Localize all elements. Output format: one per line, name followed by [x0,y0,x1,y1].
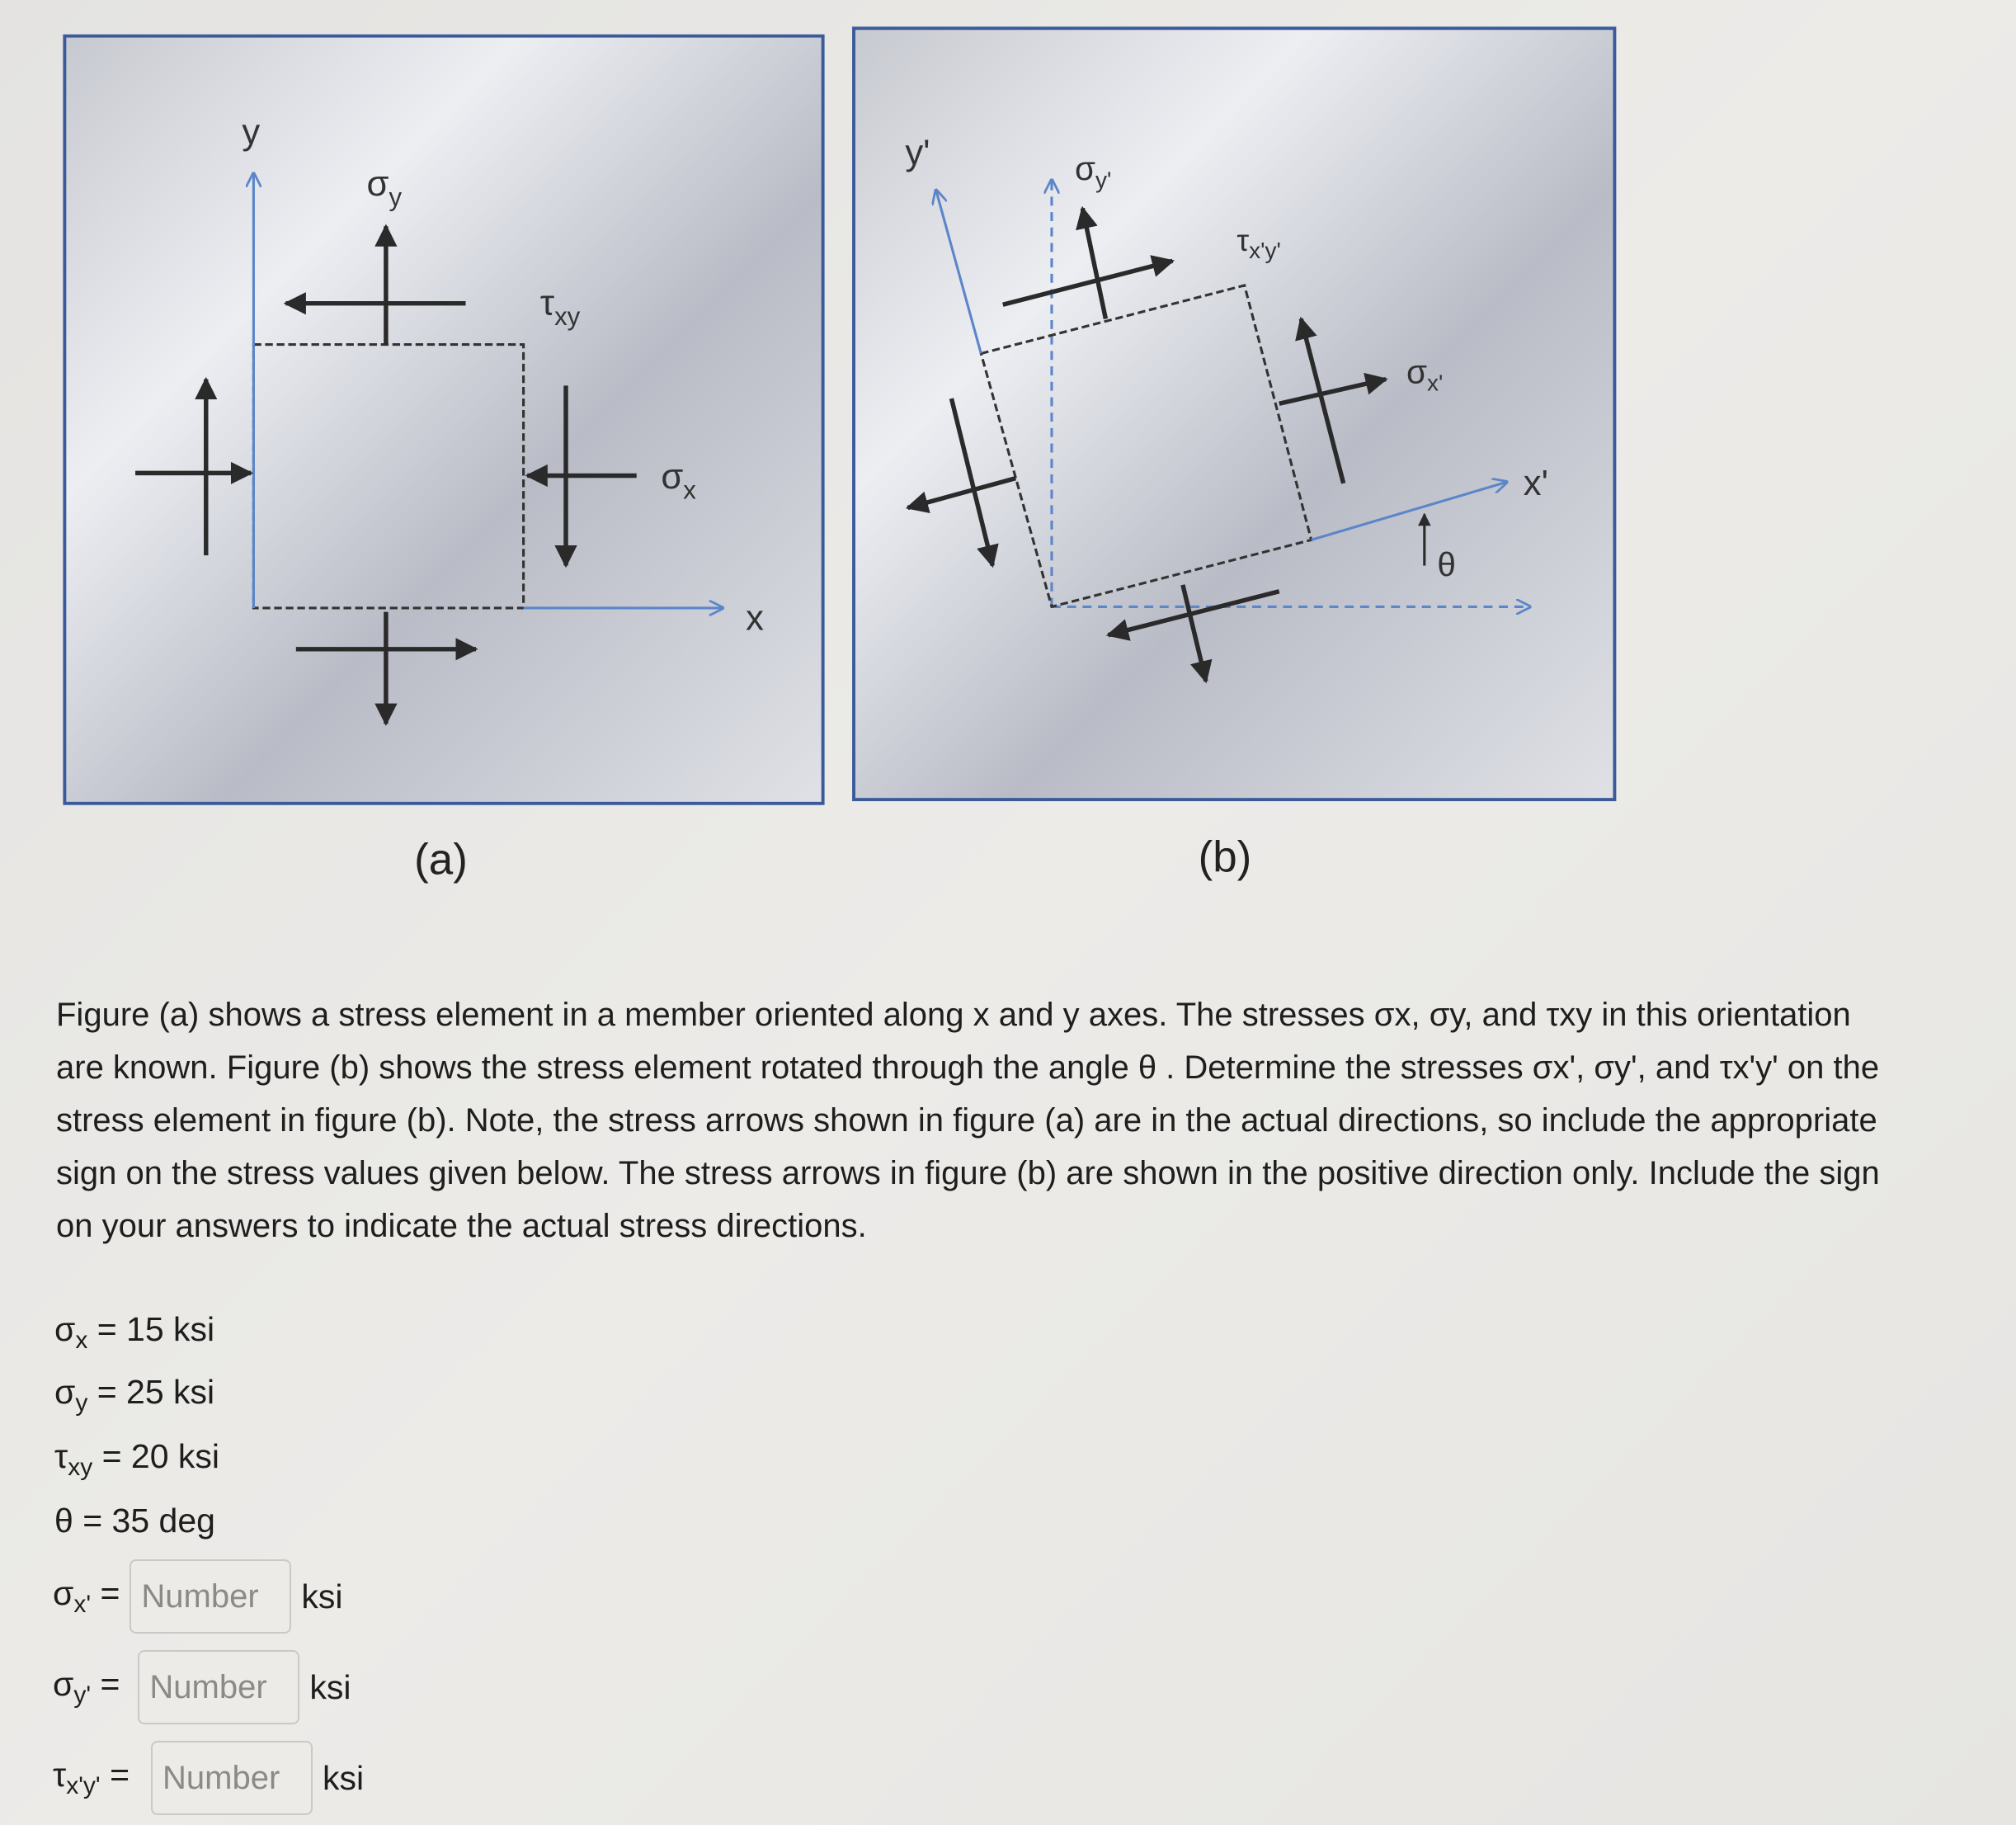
sigma-x-label: $\sigma_x$ [661,457,696,505]
y-axis-label: y [242,112,261,153]
figure-b [854,28,1614,881]
unit-label: ksi [301,1577,343,1615]
x-axis-label: x [746,598,764,639]
tau-xy-label: $\tau_{xy}$ [539,283,581,332]
given-sigma-x: $\sigma_x = 15$ ksi [54,1310,215,1355]
answer-label: $\tau_{x'y'}$ = [53,1755,130,1800]
figure-b-caption: (b) [1198,832,1252,882]
problem-statement: Figure (a) shows a stress element in a member oriented along x and y axes. The stresses σx, σy, and τxy in this orientation are known. Figure (b) shows the stress element rotated through the angle θ . Determine the stresses σx', σy', and τx'y' on the stress element in figure (b). Note, the stress arrows shown in figure (a) are in the actual directions, so include the appropriate sign on the stress values given below. The stress arrows in figure (b) are shown in the positive direction only. Include the sign on your answers to indicate the actual stress directions. [56,997,1880,1244]
figures [0,0,2016,908]
sigma-y-prime-input[interactable] [138,1650,299,1724]
answer-row-sigma-y-prime [53,1650,351,1724]
sigma-y-label: $\sigma_y$ [366,163,403,212]
tau-x-prime-y-prime-label: $\tau_{x'y'}$ [1236,222,1281,264]
y-prime-label: y' [905,133,930,173]
tau-x-prime-y-prime-input[interactable] [151,1741,313,1815]
figure-a [64,36,822,884]
sigma-x-prime-label: $\sigma_{x'}$ [1406,352,1444,396]
given-theta: θ = 35 deg [54,1502,215,1540]
answer-row-sigma-x-prime [53,1559,343,1634]
sigma-x-prime-input[interactable] [130,1559,291,1634]
answer-label: $\sigma_{y'}$ = [53,1664,120,1709]
given-sigma-y: $\sigma_y = 25$ ksi [54,1373,215,1417]
figure-a-frame [64,36,822,804]
sigma-y-prime-label: $\sigma_{y'}$ [1075,149,1112,193]
x-prime-label: x' [1523,463,1548,503]
figure-a-caption: (a) [414,835,468,884]
answer-row-tau-x-prime-y-prime [53,1741,364,1815]
answer-label: $\sigma_{x'}$ = [53,1573,120,1619]
given-tau-xy: $\tau_{xy} = 20$ ksi [54,1437,220,1482]
unit-label: ksi [309,1667,351,1706]
theta-label: θ [1437,545,1456,584]
figure-b-frame [854,28,1614,799]
unit-label: ksi [323,1758,365,1797]
